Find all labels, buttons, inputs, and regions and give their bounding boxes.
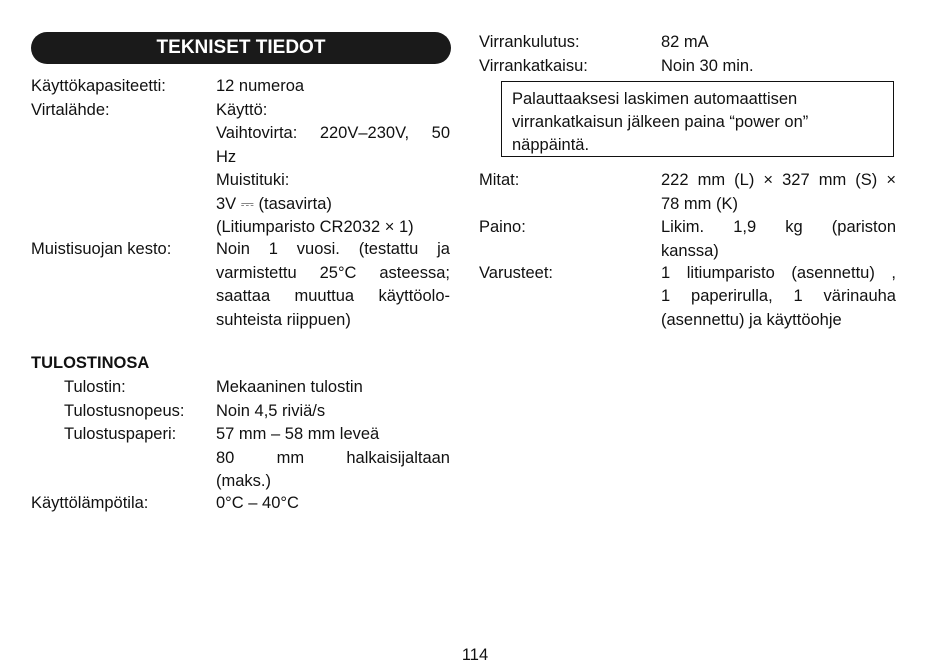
dimensions-line-2: 78 mm (K): [661, 194, 739, 213]
print-speed-label: Tulostusnopeus:: [64, 401, 185, 420]
operating-temp-value: 0°C – 40°C: [216, 494, 299, 512]
memory-backup-line-4: suhteista riippuen): [216, 310, 351, 329]
weight-line-2: kanssa): [661, 241, 719, 260]
paper-label: Tulostuspaperi:: [64, 425, 177, 443]
power-source-line-2: Vaihtovirta: 220V–230V, 50: [216, 124, 450, 142]
page-number: 114: [461, 646, 489, 664]
capacity-label: Käyttökapasiteetti:: [31, 77, 166, 95]
dimensions-line-1: 222 mm (L) × 327 mm (S) ×: [661, 171, 896, 189]
power-source-line-1: Käyttö:: [216, 100, 268, 119]
power-consumption-label: Virrankulutus:: [479, 33, 580, 51]
accessories-label: Varusteet:: [479, 263, 553, 282]
note-line-2: virrankatkaisun jälkeen paina “power on”: [512, 113, 809, 131]
accessories-line-3: (asennettu) ja käyttöohje: [661, 310, 842, 329]
printer-value: Mekaaninen tulostin: [216, 378, 363, 396]
memory-backup-label: Muistisuojan kesto:: [31, 240, 172, 258]
weight-line-1: Likim. 1,9 kg (pariston: [661, 218, 896, 236]
auto-power-off-label: Virrankatkaisu:: [479, 56, 588, 75]
dimensions-label: Mitat:: [479, 171, 520, 189]
power-source-line-4: Muistituki:: [216, 171, 290, 189]
section-title: TEKNISET TIEDOT: [31, 32, 451, 64]
paper-line-3: (maks.): [216, 472, 271, 490]
memory-backup-line-3: saattaa muuttua käyttöolo-: [216, 287, 450, 305]
operating-temp-label: Käyttölämpötila:: [31, 494, 149, 512]
auto-power-off-value: Noin 30 min.: [661, 56, 754, 75]
accessories-line-2: 1 paperirulla, 1 värinauha: [661, 287, 896, 305]
paper-line-1: 57 mm – 58 mm leveä: [216, 425, 380, 443]
power-source-line-5: 3V ⎓ (tasavirta): [216, 194, 332, 213]
power-consumption-value: 82 mA: [661, 33, 709, 51]
accessories-line-1: 1 litiumparisto (asennettu) ,: [661, 263, 896, 282]
power-source-line-6: (Litiumparisto CR2032 × 1): [216, 218, 414, 236]
power-source-label: Virtalähde:: [31, 100, 110, 119]
printer-section-heading: TULOSTINOSA: [31, 354, 150, 372]
printer-label: Tulostin:: [64, 378, 126, 396]
paper-line-2: 80 mm halkaisijaltaan: [216, 448, 450, 467]
print-speed-value: Noin 4,5 riviä/s: [216, 401, 326, 420]
weight-label: Paino:: [479, 218, 526, 236]
note-line-1: Palauttaaksesi laskimen automaattisen: [512, 90, 798, 108]
note-line-3: näppäintä.: [512, 136, 590, 154]
memory-backup-line-2: varmistettu 25°C asteessa;: [216, 263, 450, 282]
power-source-line-3: Hz: [216, 147, 237, 166]
capacity-value: 12 numeroa: [216, 77, 305, 95]
memory-backup-line-1: Noin 1 vuosi. (testattu ja: [216, 240, 450, 258]
note-box: [501, 81, 894, 157]
